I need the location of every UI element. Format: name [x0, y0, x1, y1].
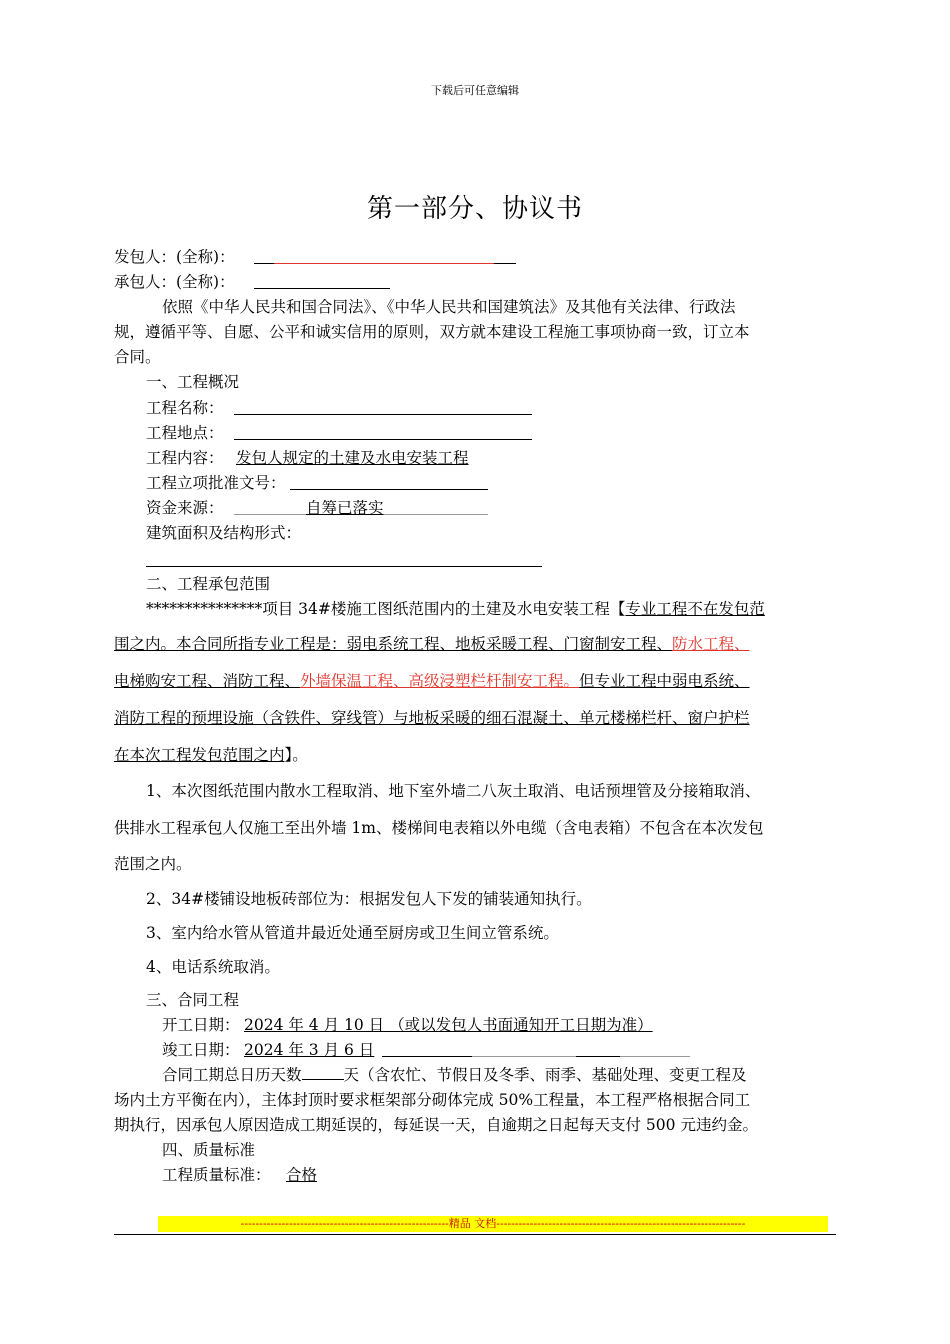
footer-rule	[114, 1234, 836, 1235]
area-structure-label: 建筑面积及结构形式：	[146, 524, 302, 542]
scope-line-2	[114, 632, 750, 656]
scope-line-2b: 弱电系统工程、地板采暖工程、门窗制安工程、	[346, 635, 673, 653]
quality-label: 工程质量标准：	[162, 1166, 271, 1184]
scope-line-5b: 】。	[284, 746, 308, 764]
start-date-value: 2024 年 4 月 10 日 （或以发包人书面通知开工日期为准）	[244, 1016, 653, 1034]
end-date-line-2	[472, 1056, 576, 1057]
approval-number-label: 工程立项批准文号：	[146, 474, 286, 492]
project-name-line	[234, 414, 532, 415]
scope-item-1-line-2: 供排水工程承包人仅施工至出外墙 1m、楼梯间电表箱以外电缆（含电表箱）不包含在本次发包	[114, 819, 764, 837]
section1-heading: 一、工程概况	[146, 373, 240, 391]
end-date-line-3	[576, 1056, 620, 1057]
scope-item-4: 4、电话系统取消。	[146, 958, 280, 976]
section3-heading: 三、合同工程	[146, 991, 240, 1009]
preamble-line-1: 依照《中华人民共和国合同法》、《中华人民共和国建筑法》及其他有关法律、行政法	[162, 298, 736, 316]
end-date-value: 2024 年 3 月 6 日	[244, 1041, 375, 1059]
header-note: 下载后可任意编辑	[431, 84, 519, 97]
scope-line-2c: 防水工程、	[672, 635, 750, 653]
approval-number-line	[290, 489, 488, 490]
project-location-line	[234, 439, 532, 440]
employer-line-red	[274, 263, 494, 264]
project-location-label: 工程地点：	[146, 424, 224, 442]
page-title: 第一部分、协议书	[366, 194, 583, 224]
end-date-line-1	[382, 1056, 472, 1057]
duration-days-blank	[302, 1065, 344, 1080]
duration-line-1a: 合同工期总日历天数	[162, 1066, 302, 1084]
scope-line-3	[114, 669, 750, 693]
duration-line-3: 期执行，因承包人原因造成工期延误的，每延误一天，自逾期之日起每天支付 500 元违约金。	[114, 1116, 758, 1134]
section4-heading: 四、质量标准	[162, 1141, 256, 1159]
scope-line-4: 消防工程的预埋设施（含铁件、穿线管）与地板采暖的细石混凝土、单元楼梯栏杆、窗户护栏	[114, 709, 750, 727]
preamble-line-2: 规，遵循平等、自愿、公平和诚实信用的原则，双方就本建设工程施工事项协商一致，订立本	[114, 323, 750, 341]
scope-line-5	[114, 743, 308, 767]
section2-heading: 二、工程承包范围	[146, 575, 271, 593]
project-content-value: 发包人规定的土建及水电安装工程	[236, 449, 469, 467]
end-date-line-4	[620, 1056, 690, 1057]
employer-label: 发包人：(全称)：	[114, 248, 235, 266]
contractor-line	[254, 288, 390, 289]
employer-line-right	[494, 263, 516, 264]
scope-item-2: 2、34#楼铺设地板砖部位为：根据发包人下发的铺装通知执行。	[146, 890, 592, 908]
funding-label: 资金来源：	[146, 499, 224, 517]
funding-value: 自筹已落实	[306, 499, 384, 517]
scope-line-3b: 外墙保温工程、高级浸塑栏杆制安工程。	[300, 672, 580, 690]
scope-line-1b: 专业工程不在发包范	[625, 600, 765, 618]
duration-line-2: 场内土方平衡在内），主体封顶时要求框架部分砌体完成 50%工程量，本工程严格根据合同工	[114, 1091, 751, 1109]
scope-line-2a: 围之内。本合同所指专业工程是：	[114, 635, 347, 653]
quality-value: 合格	[286, 1166, 318, 1184]
scope-line-3a: 电梯购安工程、消防工程、	[114, 672, 301, 690]
project-content-label: 工程内容：	[146, 449, 224, 467]
project-name-label: 工程名称：	[146, 399, 224, 417]
scope-line-1	[146, 597, 765, 621]
preamble-line-3: 合同。	[114, 348, 161, 366]
scope-line-3c: 但专业工程中弱电系统、	[579, 672, 750, 690]
start-date-label: 开工日期：	[162, 1016, 240, 1034]
duration-line-1	[162, 1063, 747, 1087]
scope-line-5a: 在本次工程发包范围之内	[114, 746, 285, 764]
end-date-label: 竣工日期：	[162, 1041, 240, 1059]
duration-line-1b: 天（含农忙、节假日及冬季、雨季、基础处理、变更工程及	[343, 1066, 747, 1084]
employer-line-left	[254, 263, 274, 264]
scope-item-1-line-3: 范围之内。	[114, 855, 192, 873]
footer-banner: --------------------------------------------------------精品 文档-------------------------------------------------------------------	[158, 1216, 828, 1232]
scope-item-1-line-1: 1、本次图纸范围内散水工程取消、地下室外墙二八灰土取消、电话预埋管及分接箱取消、	[146, 782, 761, 800]
area-structure-line	[146, 566, 542, 567]
contractor-label: 承包人：(全称)：	[114, 273, 235, 291]
scope-line-1a: ***************项目 34#楼施工图纸范围内的土建及水电安装工程【	[146, 600, 626, 618]
scope-item-3: 3、室内给水管从管道井最近处通至厨房或卫生间立管系统。	[146, 924, 559, 942]
